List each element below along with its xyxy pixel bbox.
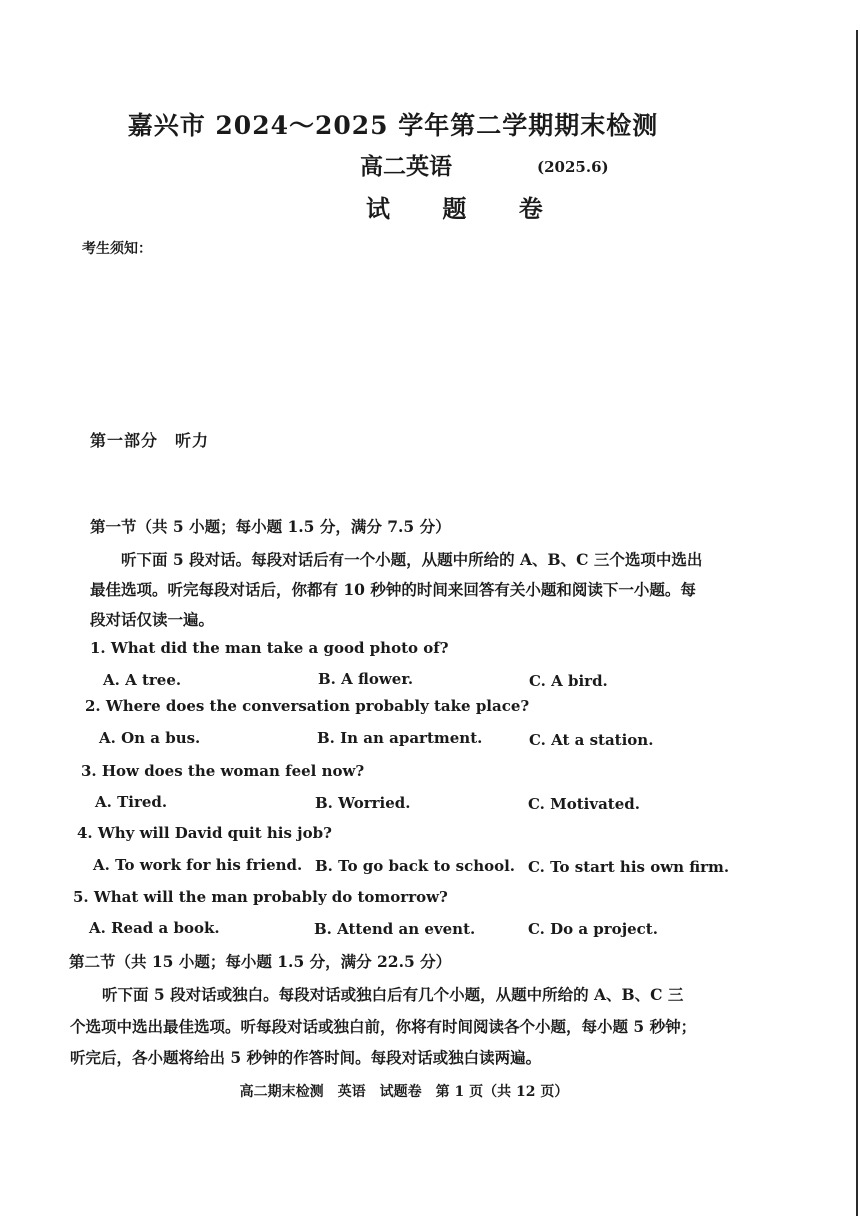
exam-date: (2025.6)	[537, 158, 609, 176]
section2-instruction-line: 听完后，各小题将给出 5 秒钟的作答时间。每段对话或独白读两遍。	[70, 1048, 542, 1067]
notice-label: 考生须知：	[82, 241, 152, 257]
notice-box	[78, 258, 778, 354]
paper-label: 试 题 卷	[366, 194, 565, 223]
question-5: 5. What will the man probably do tomorrow?	[73, 888, 448, 906]
subject-title: 高二英语	[360, 153, 452, 180]
section2-instruction-line: 听下面 5 段对话或独白。每段对话或独白后有几个小题，从题中所给的 A、B、C 三	[102, 985, 684, 1004]
section2-heading: 第二节（共 15 小题；每小题 1.5 分，满分 22.5 分）	[69, 952, 452, 971]
scan-edge-line	[856, 30, 858, 1216]
exam-title: 嘉兴市 2024～2025 学年第二学期期末检测	[127, 111, 659, 140]
option-b: B. A flower.	[318, 670, 414, 688]
page-footer: 高二期末检测 英语 试题卷 第 1 页（共 12 页）	[239, 1084, 569, 1100]
option-c: C. Motivated.	[528, 795, 640, 813]
section1-instruction-line: 听下面 5 段对话。每段对话后有一个小题，从题中所给的 A、B、C 三个选项中选出	[121, 550, 703, 569]
option-b: B. Attend an event.	[314, 920, 476, 938]
section1-instruction-line: 最佳选项。听完每段对话后，你都有 10 秒钟的时间来回答有关小题和阅读下一小题。每	[90, 580, 696, 599]
option-b: B. Worried.	[315, 794, 411, 812]
option-a: A. On a bus.	[99, 729, 201, 747]
option-a: A. To work for his friend.	[93, 856, 303, 874]
option-c: C. At a station.	[529, 731, 654, 749]
question-2: 2. Where does the conversation probably take place?	[85, 697, 530, 715]
part1-title: 第一部分 听力	[90, 431, 210, 450]
option-b: B. In an apartment.	[317, 729, 483, 747]
option-a: A. A tree.	[103, 671, 182, 689]
option-c: C. To start his own firm.	[528, 858, 730, 876]
question-1: 1. What did the man take a good photo of?	[90, 639, 449, 657]
option-c: C. Do a project.	[528, 920, 658, 938]
option-b: B. To go back to school.	[315, 857, 516, 875]
option-c: C. A bird.	[529, 672, 608, 690]
option-a: A. Tired.	[95, 793, 168, 811]
section1-instruction-line: 段对话仅读一遍。	[90, 610, 215, 629]
section1-heading: 第一节（共 5 小题；每小题 1.5 分，满分 7.5 分）	[90, 517, 451, 536]
question-3: 3. How does the woman feel now?	[81, 762, 365, 780]
question-4: 4. Why will David quit his job?	[77, 824, 332, 842]
section2-instruction-line: 个选项中选出最佳选项。听每段对话或独白前，你将有时间阅读各个小题，每小题 5 秒钟；	[70, 1017, 697, 1036]
option-a: A. Read a book.	[89, 919, 220, 937]
